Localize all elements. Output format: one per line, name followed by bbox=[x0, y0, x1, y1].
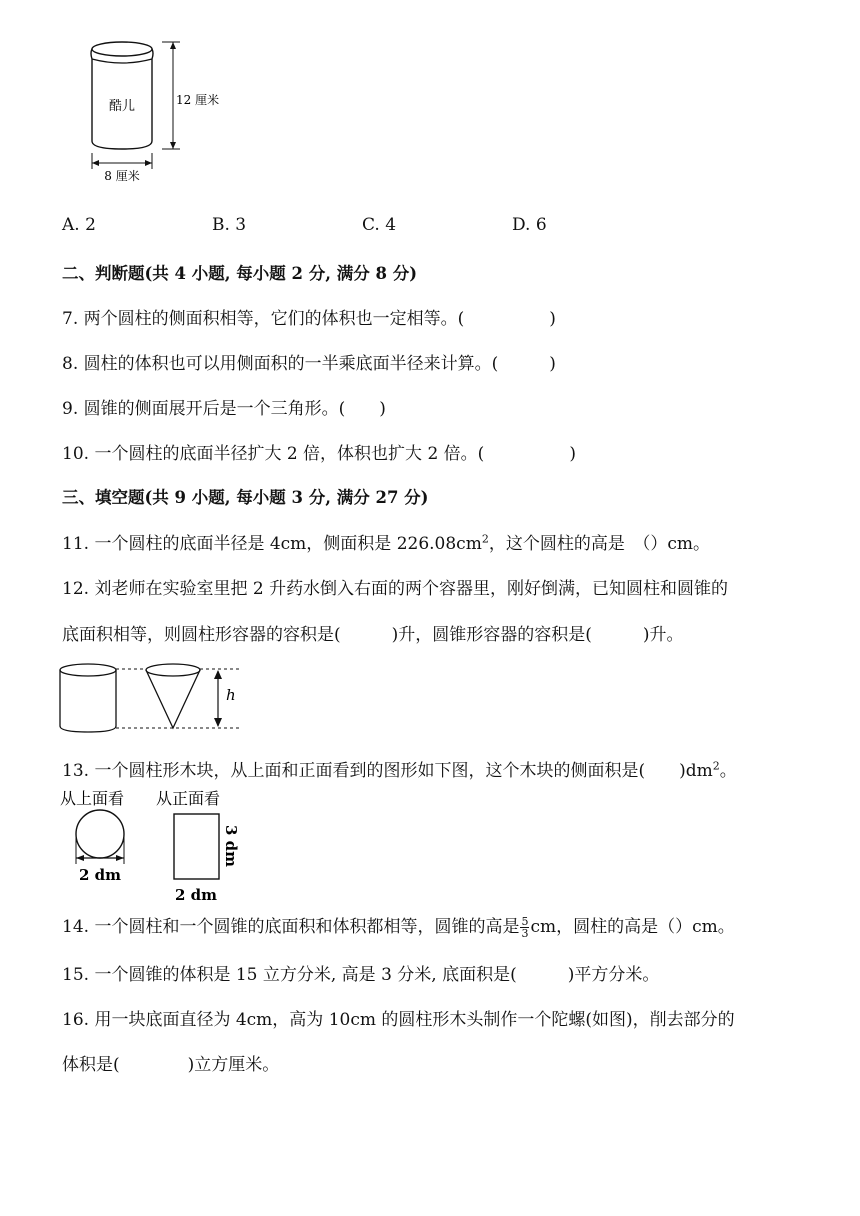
question-14 bbox=[62, 912, 735, 939]
views-figure bbox=[58, 786, 258, 906]
question-10: 10. 一个圆柱的底面半径扩大 2 倍，体积也扩大 2 倍。( ) bbox=[62, 444, 576, 464]
height-h-label: h bbox=[226, 686, 236, 704]
question-12-line2: 底面积相等，则圆柱形容器的容积是( )升，圆锥形容器的容积是( )升。 bbox=[62, 625, 684, 645]
can-height-label: 12 厘米 bbox=[176, 93, 220, 107]
question-15: 15. 一个圆锥的体积是 15 立方分米, 高是 3 分米, 底面积是( )平方分米。 bbox=[62, 965, 660, 985]
question-13-text: 13. 一个圆柱形木块，从上面和正面看到的图形如下图，这个木块的侧面积是( )dm bbox=[62, 761, 713, 781]
option-d: D. 6 bbox=[512, 215, 547, 235]
question-16-line2: 体积是( )立方厘米。 bbox=[62, 1055, 280, 1075]
fraction-numerator: 5 bbox=[521, 915, 529, 928]
front-view-label: 从正面看 bbox=[156, 789, 221, 808]
can-label: 酷儿 bbox=[108, 99, 136, 114]
question-11-sup: 2 bbox=[481, 532, 489, 546]
question-7: 7. 两个圆柱的侧面积相等，它们的体积也一定相等。( ) bbox=[62, 309, 556, 329]
top-view-label: 从上面看 bbox=[60, 789, 125, 808]
question-13-tail: 。 bbox=[719, 761, 737, 781]
question-11-tail: ，这个圆柱的高是 （）cm。 bbox=[488, 534, 710, 554]
question-13 bbox=[62, 756, 737, 781]
front-height-label: 3 dm bbox=[222, 824, 240, 868]
question-16-line1: 16. 用一块底面直径为 4cm，高为 10cm 的圆柱形木头制作一个陀螺(如图)，削去部分的 bbox=[62, 1010, 735, 1030]
question-13-sup: 2 bbox=[712, 759, 720, 773]
diameter-label: 2 dm bbox=[78, 866, 122, 884]
option-a: A. 2 bbox=[62, 215, 96, 235]
front-width-label: 2 dm bbox=[174, 886, 218, 904]
question-14-tail: cm，圆柱的高是（）cm。 bbox=[530, 917, 735, 937]
cylinder-cone-figure bbox=[58, 660, 248, 740]
section-3-heading: 三、填空题(共 9 小题, 每小题 3 分, 满分 27 分) bbox=[62, 488, 429, 507]
fraction-denominator: 3 bbox=[521, 927, 529, 940]
question-12-line1: 12. 刘老师在实验室里把 2 升药水倒入右面的两个容器里，刚好倒满，已知圆柱和圆锥的 bbox=[62, 579, 729, 599]
section-2-heading: 二、判断题(共 4 小题, 每小题 2 分, 满分 8 分) bbox=[62, 264, 417, 283]
option-b: B. 3 bbox=[212, 215, 247, 235]
question-9: 9. 圆锥的侧面展开后是一个三角形。( ) bbox=[62, 399, 386, 419]
question-11-text: 11. 一个圆柱的底面半径是 4cm，侧面积是 226.08cm bbox=[62, 534, 482, 554]
question-14-text: 14. 一个圆柱和一个圆锥的底面积和体积都相等，圆锥的高是 bbox=[62, 917, 520, 937]
fraction-5-3 bbox=[520, 916, 529, 939]
question-8: 8. 圆柱的体积也可以用侧面积的一半乘底面半径来计算。( ) bbox=[62, 354, 556, 374]
option-c: C. 4 bbox=[362, 215, 397, 235]
question-11 bbox=[62, 529, 710, 554]
can-figure bbox=[80, 35, 230, 185]
can-width-label: 8 厘米 bbox=[104, 169, 140, 183]
